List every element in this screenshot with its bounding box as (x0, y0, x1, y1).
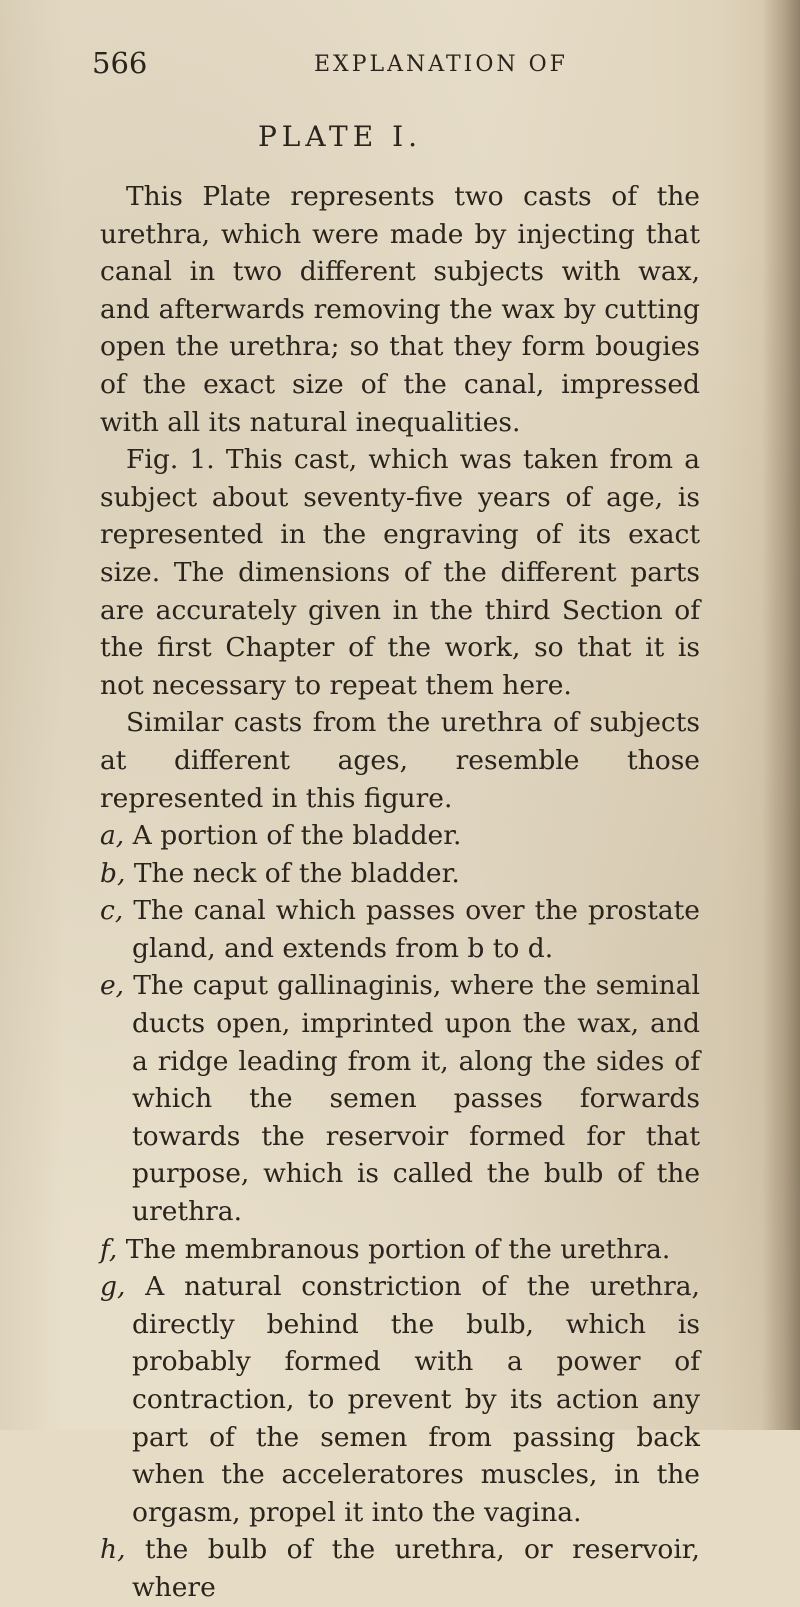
list-item (100, 1268, 700, 1531)
list-item (100, 817, 700, 855)
page-number: 566 (92, 46, 148, 80)
intro-paragraph: This Plate represents two casts of the urethra, which were made by injecting that canal in two different subjects with wax, and afterwards removing the wax by cutting open the urethra; so that they form bougies of the exact size of the canal, impressed with all its natural inequalities. (100, 181, 700, 438)
item-letter: f, (100, 1233, 118, 1265)
list-item (100, 855, 700, 893)
body-text (100, 178, 700, 1607)
similar-paragraph: Similar casts from the urethra of subjects at different ages, resemble those represented in this figure. (100, 707, 700, 814)
item-letter: b, (100, 857, 126, 889)
list-item (100, 967, 700, 1230)
item-text: The neck of the bladder. (133, 857, 460, 889)
running-title: EXPLANATION OF (314, 52, 568, 77)
item-text: A natural constriction of the urethra, directly behind the bulb, which is probably formed with a power of contraction, to prevent by its action any part of the semen from passing back when the acceleratores muscles, in the orgasm, propel it into the vagina. (132, 1271, 700, 1528)
list-item (100, 1531, 700, 1606)
plate-title: PLATE I. (257, 120, 423, 153)
fig1-paragraph: Fig. 1. This cast, which was taken from a subject about seventy-five years of age, is represented in the engraving of its exact size. The dimensions of the different parts are accurately given in the third Section of the first Chapter of the work, so that it is not necessary to repeat them here. (100, 444, 700, 701)
list-item (100, 892, 700, 967)
item-text: the bulb of the urethra, or reservoir, where (132, 1534, 700, 1603)
item-text: The membranous portion of the urethra. (125, 1233, 671, 1265)
item-letter: a, (100, 820, 125, 852)
item-letter: g, (100, 1271, 126, 1303)
item-text: A portion of the bladder. (132, 820, 462, 852)
item-letter: e, (100, 970, 125, 1002)
item-text: The canal which passes over the prostate gland, and extends from b to d. (132, 895, 700, 964)
page-edge-shadow (762, 0, 800, 1430)
item-letter: h, (100, 1534, 126, 1566)
list-item (100, 1231, 700, 1269)
item-text: The caput gallinaginis, where the seminal ducts open, imprinted upon the wax, and a ridge leading from it, along the sides of which the semen passes forwards towards the reservoir formed for that purpose, which is called the bulb of the urethra. (132, 970, 700, 1228)
item-letter: c, (100, 895, 124, 927)
page-header (92, 28, 712, 78)
